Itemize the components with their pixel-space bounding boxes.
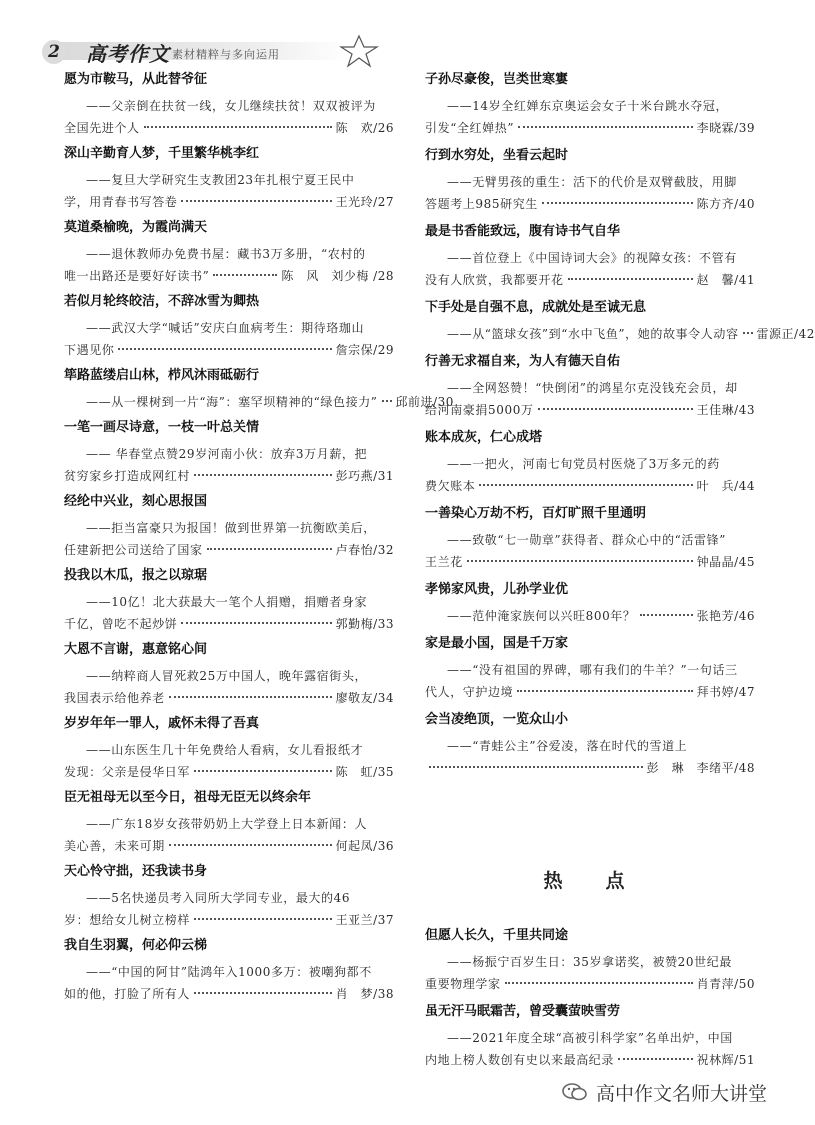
toc-entry-subtitle-line [425,529,755,551]
toc-entry-subtitle-text: ——退休教师办免费书屋：藏书3万多册，“农村的 [86,247,366,261]
toc-entry-author-page: 郭勤梅/33 [335,617,394,631]
leader-dots [382,400,392,402]
toc-entry-title[interactable]: 筚路蓝缕启山林，栉风沐雨砥砺行 [64,368,260,383]
toc-entry[interactable] [425,70,755,146]
toc-entry-subtitle-line [64,761,394,783]
toc-entry-subtitle-text: 代人，守护边境 [425,685,514,699]
toc-entry[interactable] [64,566,394,640]
magazine-title: 高考作文 [86,42,170,66]
toc-entry-title[interactable]: 家是最小国，国是千万家 [425,636,569,651]
leader-dots [429,766,643,768]
leader-dots [207,548,332,550]
toc-entry-subtitle-line [425,735,755,757]
toc-entry-subtitle-line [425,269,755,291]
toc-entry-subtitle-text: ——“青蛙公主”谷爱凌，落在时代的雪道上 [447,739,688,753]
toc-entry-author-page: 王亚兰/37 [335,913,394,927]
toc-entry-subtitle-line [64,613,394,635]
toc-entry-subtitle-text: 重要物理学家 [425,977,501,991]
toc-entry-subtitle-line [64,983,394,1005]
toc-entry-subtitle-text: ——从“篮球女孩”到“水中飞鱼”，她的故事令人动容 [447,327,739,341]
toc-entry-subtitle-text: ——武汉大学“喊话”安庆白血病考生：期待珞珈山 [86,321,365,335]
toc-entry[interactable] [425,926,755,1002]
toc-entry-subtitle-line [425,247,755,269]
toc-entry-title[interactable]: 孝悌家风贵，儿孙学业优 [425,582,569,597]
toc-entry-subtitle-line [425,681,755,703]
leader-dots [118,348,331,350]
toc-entry[interactable] [425,352,755,428]
toc-entry[interactable] [64,418,394,492]
toc-entry-subtitle-line [64,117,394,139]
toc-entry-subtitle-line [425,399,755,421]
toc-entry-subtitle-line [64,665,394,687]
toc-entry-title[interactable]: 但愿人长久，千里共同途 [425,928,569,943]
toc-entry[interactable] [64,366,454,418]
toc-entry-title[interactable]: 莫道桑榆晚，为霞尚满天 [64,220,208,235]
toc-entry-subtitle-line [64,465,394,487]
toc-entry-subtitle-text: 全国先进个人 [64,121,140,135]
toc-entry[interactable] [425,146,755,222]
toc-entry-subtitle-text: ——山东医生几十年免费给人看病，女儿看报纸才 [86,743,364,757]
toc-entry-subtitle-text: 内地上榜人数创有史以来最高纪录 [425,1053,615,1067]
toc-entry[interactable] [64,492,394,566]
toc-entry-subtitle-text: ——杨振宁百岁生日：35岁拿诺奖，被赞20世纪最 [447,955,732,969]
toc-entry-subtitle-text: ——“没有祖国的界碑，哪有我们的牛羊？”一句话三 [447,663,738,677]
toc-entry-subtitle-line [425,193,755,215]
toc-entry[interactable] [64,70,394,144]
toc-entry-subtitle-line [425,323,815,345]
toc-entry-title[interactable]: 投我以木瓜，报之以琼琚 [64,568,208,583]
toc-entry-title[interactable]: 我自生羽翼，何必仰云梯 [64,938,208,953]
leader-dots [181,622,331,624]
toc-entry-title[interactable]: 子孙尽豪俊，岂类世寒寠 [425,72,569,87]
toc-entry-subtitle-text: —— 华春堂点赞29岁河南小伙：放弃3万月薪，把 [86,447,368,461]
star-icon [336,34,382,68]
toc-entry-author-page: 张艳芳/46 [696,609,755,623]
toc-entry-subtitle-line [64,243,394,265]
toc-entry-author-page: 王佳琳/43 [696,403,755,417]
toc-entry-subtitle-text: ——致敬“七一勋章”获得者、群众心中的“活雷锋” [447,533,726,547]
toc-entry[interactable] [425,504,755,580]
toc-entry[interactable] [64,292,394,366]
toc-entry-subtitle-text: 引发“全红婵热” [425,121,515,135]
toc-entry-subtitle-text: ——10亿！北大获最大一笔个人捐赠，捐赠者身家 [86,595,368,609]
toc-entry-subtitle-line [425,951,755,973]
toc-entry-title[interactable]: 经纶中兴业，刻心思报国 [64,494,208,509]
wechat-icon [562,1082,588,1102]
toc-entry-subtitle-text: ——父亲倒在扶贫一线，女儿继续扶贫！双双被评为 [86,99,376,113]
leader-dots [194,474,332,476]
toc-entry-title[interactable]: 虽无汗马眠霜苦，曾受囊萤映雪劳 [425,1004,621,1019]
toc-entry-subtitle-text: ——14岁全红婵东京奥运会女子十米台跳水夺冠， [447,99,729,113]
magazine-subtitle: 素材精粹与多向运用 [172,48,280,61]
leader-dots [169,844,332,846]
toc-entry[interactable] [425,580,755,634]
toc-entry-subtitle-line [64,443,394,465]
toc-entry-subtitle-text: ——“中国的阿甘”陆鸿年入1000多万：被嘲狗都不 [86,965,372,979]
toc-entry-author-page: 雷源正/42 [756,327,815,341]
toc-entry-subtitle-line [64,539,394,561]
toc-entry-title[interactable]: 若似月轮终皎洁，不辞冰雪为卿热 [64,294,260,309]
toc-entry-subtitle-line [64,339,394,361]
toc-entry-subtitle-line [425,171,755,193]
toc-entry[interactable] [64,788,394,862]
toc-entry-subtitle-line [64,887,394,909]
toc-entry-subtitle-text: 贫穷家乡打造成网红村 [64,469,191,483]
leader-dots [213,274,277,276]
toc-entry-author-page: 邱前进/30 [395,395,454,409]
toc-entry-author-page: 祝林辉/51 [696,1053,755,1067]
leader-dots [194,992,332,994]
toc-entry-author-page: 詹宗保/29 [335,343,394,357]
toc-entry-author-page: 肖青萍/50 [696,977,755,991]
leader-dots [618,1058,693,1060]
toc-entry-subtitle-line [425,605,755,627]
toc-entry-subtitle-text: 如的他，打脸了所有人 [64,987,191,1001]
leader-dots [181,200,331,202]
toc-entry-subtitle-text: 任建新把公司送给了国家 [64,543,203,557]
toc-entry-subtitle-text: ——无臂男孩的重生：活下的代价是双臂截肢，用脚 [447,175,737,189]
leader-dots [467,560,693,562]
toc-entry-subtitle-text: ——拒当富豪只为报国！做到世界第一抗衡欧美后， [86,521,376,535]
watermark-text: 高中作文名师大讲堂 [596,1082,768,1105]
toc-entry[interactable] [425,634,755,710]
toc-entry[interactable] [64,936,394,1010]
toc-hotspot-column [425,926,755,1078]
toc-entry-subtitle-line [64,191,394,213]
toc-entry-subtitle-line [64,391,454,413]
toc-entry-title[interactable]: 会当凌绝顶，一览众山小 [425,712,569,727]
toc-right-column [425,70,815,786]
toc-entry-subtitle-text: ——5名快递员考入同所大学同专业，最大的46 [86,891,351,905]
leader-dots [505,982,693,984]
toc-entry-title[interactable]: 深山辛勤育人梦，千里繁华桃李红 [64,146,260,161]
toc-entry-subtitle-text: ——从一棵树到一片“海”：塞罕坝精神的“绿色接力” [86,395,378,409]
leader-dots [640,614,693,616]
toc-entry-subtitle-line [425,551,755,573]
toc-entry-subtitle-text: 下遇见你 [64,343,115,357]
toc-entry-author-page: 卢春怡/32 [335,543,394,557]
toc-entry[interactable] [425,710,755,786]
toc-entry-subtitle-line [425,757,755,779]
leader-dots [542,202,693,204]
toc-entry-author-page: 钟晶晶/45 [696,555,755,569]
toc-entry-author-page: 陈 欢/26 [335,121,394,135]
section-title-hotspot: 热 点 [543,870,637,892]
toc-entry-title[interactable]: 大恩不言谢，惠意铭心间 [64,642,208,657]
toc-entry-subtitle-text: ——广东18岁女孩带奶奶上大学登上日本新闻：人 [86,817,368,831]
toc-entry-title[interactable]: 行善无求福自来，为人有德天自佑 [425,354,621,369]
leader-dots [144,126,332,128]
toc-entry-author-page: 彭 琳 李绪平/48 [646,761,755,775]
magazine-header [40,30,370,70]
toc-entry-subtitle-line [425,1027,755,1049]
toc-entry-title[interactable]: 岁岁年年一罪人，戚怀未得了吾真 [64,716,260,731]
leader-dots [169,696,332,698]
toc-entry-subtitle-line [64,813,394,835]
toc-entry[interactable] [64,640,394,714]
toc-entry-title[interactable]: 臣无祖母无以至今日，祖母无臣无以终余年 [64,790,312,805]
toc-entry-title[interactable]: 账本成灰，仁心成塔 [425,430,543,445]
leader-dots [518,126,693,128]
toc-entry-subtitle-line [64,835,394,857]
toc-entry-subtitle-line [64,169,394,191]
toc-entry-subtitle-text: ——一把火，河南七旬党员村医烧了3万多元的药 [447,457,720,471]
toc-entry-author-page: 王光玲/27 [335,195,394,209]
toc-entry-subtitle-line [425,377,755,399]
leader-dots [743,332,753,334]
toc-entry-author-page: 陈 虹/35 [335,765,394,779]
toc-entry-subtitle-line [64,591,394,613]
toc-entry-subtitle-line [64,687,394,709]
toc-entry-author-page: 肖 梦/38 [335,987,394,1001]
toc-entry-subtitle-line [64,317,394,339]
leader-dots [479,484,692,486]
toc-entry-subtitle-text: ——2021年度全球“高被引科学家”名单出炉，中国 [447,1031,733,1045]
toc-entry-subtitle-text: 唯一出路还是要好好读书” [64,269,210,283]
toc-entry-author-page: 李晓霖/39 [696,121,755,135]
toc-entry-subtitle-text: 学，用青春书写答卷 [64,195,178,209]
toc-entry-title[interactable]: 天心怜守拙，还我读书身 [64,864,208,879]
leader-dots [194,918,332,920]
toc-entry-author-page: 廖敬友/34 [335,691,394,705]
toc-entry-author-page: 拜书婷/47 [696,685,755,699]
toc-entry-author-page: 彭巧燕/31 [335,469,394,483]
toc-entry[interactable] [425,222,755,298]
toc-entry-subtitle-text: 岁：想给女儿树立榜样 [64,913,191,927]
toc-entry-subtitle-line [425,1049,755,1071]
toc-entry-title[interactable]: 下手处是自强不息，成就处是至诚无息 [425,300,647,315]
toc-entry[interactable] [64,218,394,292]
toc-entry-subtitle-text: 费欠账本 [425,479,476,493]
toc-entry-author-page: 陈方齐/40 [696,197,755,211]
toc-entry-subtitle-text: ——全网怒赞！“快倒闭”的鸿星尔克没钱充会员，却 [447,381,738,395]
toc-entry-subtitle-text: 王兰花 [425,555,463,569]
toc-entry[interactable] [64,862,394,936]
toc-entry-subtitle-line [64,517,394,539]
toc-entry-subtitle-text: 没有人欣赏，我都要开花 [425,273,564,287]
toc-entry[interactable] [425,298,815,352]
toc-entry-subtitle-text: ——复旦大学研究生支教团23年扎根宁夏王民中 [86,173,355,187]
toc-entry-title[interactable]: 一善染心万劫不朽，百灯旷照千里通明 [425,506,647,521]
toc-entry[interactable] [425,428,755,504]
toc-entry-subtitle-text: ——范仲淹家族何以兴旺800年？ [447,609,636,623]
toc-entry-title[interactable]: 行到水穷处，坐看云起时 [425,148,569,163]
toc-entry-subtitle-text: ——纳粹商人冒死救25万中国人，晚年露宿街头， [86,669,368,683]
toc-entry-author-page: 陈 风 刘少梅 /28 [281,269,394,283]
toc-entry-author-page: 叶 兵/44 [696,479,755,493]
toc-entry-subtitle-line [425,475,755,497]
toc-entry-subtitle-line [425,453,755,475]
toc-entry-subtitle-line [64,909,394,931]
toc-entry-subtitle-line [64,265,394,287]
toc-entry-subtitle-line [425,973,755,995]
toc-entry-subtitle-line [64,95,394,117]
toc-entry[interactable] [425,1002,755,1078]
toc-entry-subtitle-line [425,117,755,139]
leader-dots [517,690,692,692]
toc-entry-subtitle-line [425,95,755,117]
leader-dots [568,278,693,280]
toc-entry-subtitle-text: 发现：父亲是侵华日军 [64,765,191,779]
toc-entry-subtitle-line [64,739,394,761]
toc-entry-subtitle-text: 美心善，未来可期 [64,839,165,853]
toc-entry-author-page: 赵 馨/41 [696,273,755,287]
toc-entry-subtitle-text: 我国表示给他养老 [64,691,165,705]
toc-entry-title[interactable]: 最是书香能致远，腹有诗书气自华 [425,224,621,239]
toc-entry-subtitle-text: 千亿，曾吃不起炒饼 [64,617,178,631]
toc-entry-subtitle-text: ——首位登上《中国诗词大会》的视障女孩：不管有 [447,251,737,265]
toc-entry-subtitle-text: 给河南豪捐5000万 [425,403,534,417]
toc-entry-author-page: 何起凤/36 [335,839,394,853]
leader-dots [538,408,693,410]
toc-entry[interactable] [64,714,394,788]
toc-entry-title[interactable]: 愿为市鞍马，从此替爷征 [64,72,208,87]
toc-entry[interactable] [64,144,394,218]
leader-dots [194,770,332,772]
toc-entry-title[interactable]: 一笔一画尽诗意，一枝一叶总关情 [64,420,260,435]
toc-entry-subtitle-text: 答题考上985研究生 [425,197,538,211]
page-number: 2 [42,40,66,64]
watermark [562,1078,767,1106]
toc-entry-subtitle-line [425,659,755,681]
toc-entry-subtitle-line [64,961,394,983]
